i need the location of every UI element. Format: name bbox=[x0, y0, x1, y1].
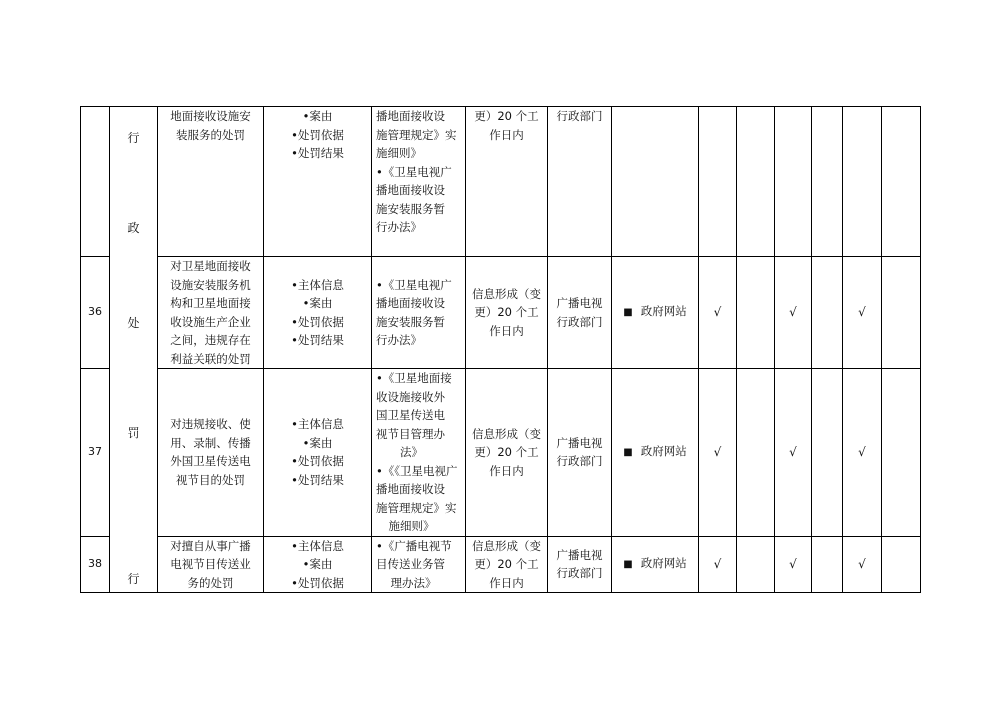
category-char: 行 bbox=[127, 572, 140, 586]
table-row bbox=[81, 536, 921, 593]
black-square-icon: ■ bbox=[623, 307, 633, 319]
document-page bbox=[80, 106, 921, 593]
check-cell bbox=[737, 107, 775, 257]
checkmark-icon: √ bbox=[843, 369, 882, 537]
department-cell: 广播电视 行政部门 bbox=[548, 257, 612, 369]
check-cell bbox=[882, 107, 921, 257]
check-cell bbox=[812, 536, 843, 593]
row-number: 38 bbox=[81, 536, 110, 593]
basis-cell: •《卫星地面接 收设施接收外 国卫星传送电 视节目管理办 法》 •《《卫星电视广 播地面接收设 施管理规定》实 施细则》 bbox=[372, 369, 466, 537]
content-cell: •案由 •处罚依据 •处罚结果 bbox=[264, 107, 372, 257]
item-cell: 对卫星地面接收 设施安装服务机 构和卫星地面接 收设施生产企业 之间，违规存在 利益关联的处罚 bbox=[158, 257, 264, 369]
check-cell bbox=[882, 536, 921, 593]
row-number bbox=[81, 107, 110, 257]
period-cell: 信息形成（变 更）20 个工 作日内 bbox=[466, 369, 548, 537]
black-square-icon: ■ bbox=[623, 447, 633, 458]
period-cell: 信息形成（变 更）20 个工 作日内 bbox=[466, 536, 548, 593]
channel-cell: ■ 政府网站 bbox=[612, 369, 699, 537]
item-cell: 对擅自从事广播 电视节目传送业 务的处罚 bbox=[158, 536, 264, 593]
checkmark-icon: √ bbox=[699, 536, 737, 593]
check-cell bbox=[882, 369, 921, 537]
table-row bbox=[81, 107, 921, 257]
checkmark-icon: √ bbox=[775, 536, 812, 593]
category-char: 处 bbox=[127, 316, 140, 330]
department-cell: 广播电视 行政部门 bbox=[548, 536, 612, 593]
check-cell bbox=[882, 257, 921, 369]
check-cell bbox=[843, 107, 882, 257]
checkmark-icon: √ bbox=[699, 369, 737, 537]
check-cell bbox=[737, 257, 775, 369]
black-square-icon: ■ bbox=[623, 559, 633, 570]
checkmark-icon: √ bbox=[775, 369, 812, 537]
department-cell: 广播电视 行政部门 bbox=[548, 369, 612, 537]
checkmark-icon: √ bbox=[843, 536, 882, 593]
checkmark-icon: √ bbox=[699, 257, 737, 369]
check-cell bbox=[737, 536, 775, 593]
checkmark-icon: √ bbox=[843, 257, 882, 369]
content-cell: •主体信息 •案由 •处罚依据 bbox=[264, 536, 372, 593]
category-char: 行 bbox=[127, 131, 140, 145]
period-cell: 更）20 个工 作日内 bbox=[466, 107, 548, 257]
row-number: 37 bbox=[81, 369, 110, 537]
checkmark-icon: √ bbox=[775, 257, 812, 369]
period-cell: 信息形成（变 更）20 个工 作日内 bbox=[466, 257, 548, 369]
disclosure-table bbox=[80, 106, 921, 593]
basis-cell: 播地面接收设 施管理规定》实 施细则》 •《卫星电视广 播地面接收设 施安装服务暂 行办法》 bbox=[372, 107, 466, 257]
check-cell bbox=[812, 107, 843, 257]
channel-cell: ■ 政府网站 bbox=[612, 257, 699, 369]
channel-cell: ■ 政府网站 bbox=[612, 536, 699, 593]
check-cell bbox=[812, 257, 843, 369]
item-cell: 地面接收设施安 装服务的处罚 bbox=[158, 107, 264, 257]
category-char: 罚 bbox=[127, 426, 140, 440]
check-cell bbox=[699, 107, 737, 257]
basis-cell: •《卫星电视广 播地面接收设 施安装服务暂 行办法》 bbox=[372, 257, 466, 369]
category-char: 政 bbox=[127, 221, 140, 235]
table-row bbox=[81, 257, 921, 369]
check-cell bbox=[775, 107, 812, 257]
basis-cell: •《广播电视节 目传送业务管 理办法》 bbox=[372, 536, 466, 593]
row-number: 36 bbox=[81, 257, 110, 369]
content-cell: •主体信息 •案由 •处罚依据 •处罚结果 bbox=[264, 369, 372, 537]
content-cell: •主体信息 •案由 •处罚依据 •处罚结果 bbox=[264, 257, 372, 369]
department-cell: 行政部门 bbox=[548, 107, 612, 257]
check-cell bbox=[737, 369, 775, 537]
item-cell: 对违规接收、使 用、录制、传播 外国卫星传送电 视节目的处罚 bbox=[158, 369, 264, 537]
category-cell bbox=[110, 107, 158, 593]
check-cell bbox=[812, 369, 843, 537]
channel-cell bbox=[612, 107, 699, 257]
table-row bbox=[81, 369, 921, 537]
